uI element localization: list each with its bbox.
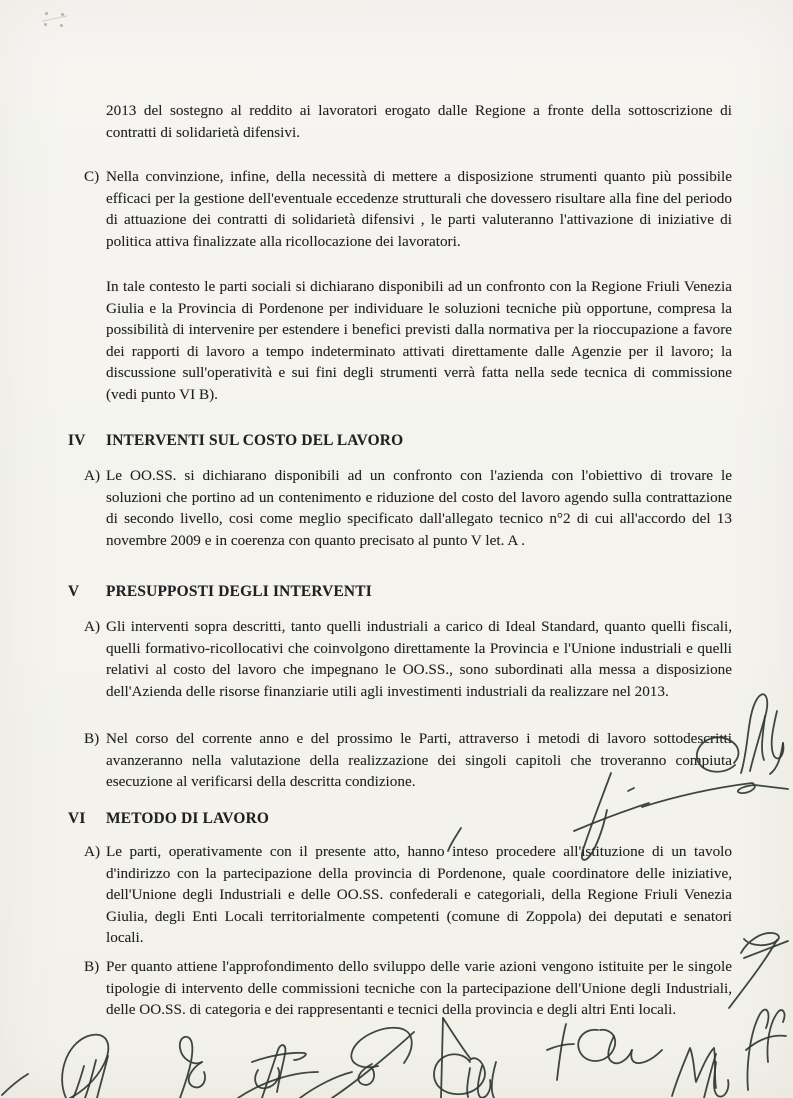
paragraph-v-b — [84, 728, 732, 793]
section-vi-number: VI — [68, 810, 86, 827]
section-vi-title: METODO DI LAVORO — [106, 810, 270, 827]
section-iv-heading — [68, 430, 748, 451]
section-v-heading — [68, 581, 748, 602]
bottom-signature-6 — [547, 1024, 662, 1080]
paragraph-c-text: Nella convinzione, infine, della necessità di mettere a disposizione strumenti quanto più possibile efficaci per la gestione dell'eventuale eccedenze strutturali che dovessero risultare alla fine del periodo di attuazione dei contratti di solidarietà difensivi , le parti valuteranno l'attivazione di iniziative di politica attiva finalizzate alla ricollocazione dei lavoratori. — [106, 168, 732, 250]
paragraph-v-b-label: B) — [84, 730, 100, 747]
paragraph-iv-a-label: A) — [84, 467, 101, 484]
bottom-signature-3 — [252, 1045, 306, 1098]
bottom-signature-7 — [672, 1048, 728, 1098]
section-v-number: V — [68, 583, 80, 600]
bottom-signature-1 — [2, 1035, 108, 1098]
bottom-signature-4 — [238, 1028, 414, 1098]
staple-mark — [42, 15, 68, 21]
paragraph-vi-b-label: B) — [84, 958, 100, 975]
paragraph-vi-a — [84, 841, 732, 949]
paragraph-v-b-text: Nel corso del corrente anno e del prossimo le Parti, attraverso i metodi di lavoro sottodescritti avanzeranno nella valutazione della realizzazione dei singoli capitoli che troveranno compiuta esecuzione al verificarsi della descritta condizione. — [106, 730, 732, 790]
paragraph-iv-a-text: Le OO.SS. si dichiarano disponibili ad un confronto con l'azienda con l'obiettivo di trovare le soluzioni che portino ad un contenimento e riduzione del costo del lavoro agendo sulla contrattazione di secondo livello, cosi come meglio specificato dall'allegato tecnico n°2 di cui all'accordo del 13 novembre 2009 e in coerenza con quanto precisato al punto V let. A . — [106, 467, 732, 549]
intro-paragraph: 2013 del sostegno al reddito ai lavoratori erogato dalle Regione a fronte della sottoscrizione di contratti di solidarietà difensivi. — [106, 102, 732, 141]
section-iv-title: INTERVENTI SUL COSTO DEL LAVORO — [106, 432, 404, 449]
paragraph-vi-b-text: Per quanto attiene l'approfondimento dello sviluppo delle varie azioni vengono istituite per le singole tipologie di intervento delle commissioni tecniche con la partecipazione dell'Unione degli Industriali, delle OO.SS. di categoria e dei rappresentanti e tecnici della provincia e degli altri Enti locali. — [106, 958, 732, 1018]
section-v-title: PRESUPPOSTI DEGLI INTERVENTI — [106, 583, 372, 600]
paragraph-c-label: C) — [84, 168, 100, 185]
paragraph-c-subparagraph: In tale contesto le parti sociali si dichiarano disponibili ad un confronto con la Regione Friuli Venezia Giulia e la Provincia di Pordenone per individuare le soluzioni tecniche più opportune, compresa la possibilità di intervenire per estendere i benefici previsti dalla normativa per la rioccupazione a favore dei rapporti di lavoro a tempo indeterminato attivati direttamente dalle Agenzie per il lavoro; la discussione sull'operatività e sui fini degli strumenti verrà fatta nella sede tecnica di commissione (vedi punto VI B). — [106, 278, 732, 403]
paragraph-v-a-text: Gli interventi sopra descritti, tanto quelli industriali a carico di Ideal Standard, quanto quelli fiscali, quelli formativo-ricollocativi che coinvolgono direttamente la Provincia e l'Unione industriali e quelli relativi al costo del lavoro che impegnano le OO.SS., sono subordinati alla messa a disposizione dell'Azienda delle risorse finanziarie utili agli investimenti industriali da realizzare nel 2013. — [106, 618, 732, 700]
section-iv-number: IV — [68, 432, 86, 449]
paragraph-vi-a-text: Le parti, operativamente con il presente atto, hanno inteso procedere all'istituzione di un tavolo d'indirizzo con la partecipazione della provincia di Pordenone, quale coordinatore delle iniziative, dell'Unione degli Industriali e delle OO.SS. confederali e categoriali, della Regione Friuli Venezia Giulia, degli Enti Locali territorialmente competenti (comune di Zoppola) dei deputati e senatori locali. — [106, 843, 732, 946]
bottom-signature-8 — [746, 1010, 786, 1090]
paragraph-v-a-label: A) — [84, 618, 101, 635]
bottom-signature-2 — [180, 1037, 205, 1098]
paragraph-v-a — [84, 616, 732, 702]
staple-mark — [60, 24, 63, 27]
staple-mark — [44, 23, 47, 26]
ink-signature-beside-section-vi-b — [729, 933, 788, 1008]
bottom-signature-5 — [434, 1018, 496, 1098]
paragraph-vi-b — [84, 956, 732, 1021]
paragraph-vi-a-label: A) — [84, 843, 101, 860]
paragraph-iv-a — [84, 465, 732, 551]
paragraph-c — [84, 166, 732, 252]
section-vi-heading — [68, 808, 748, 829]
staple-mark — [45, 12, 48, 15]
